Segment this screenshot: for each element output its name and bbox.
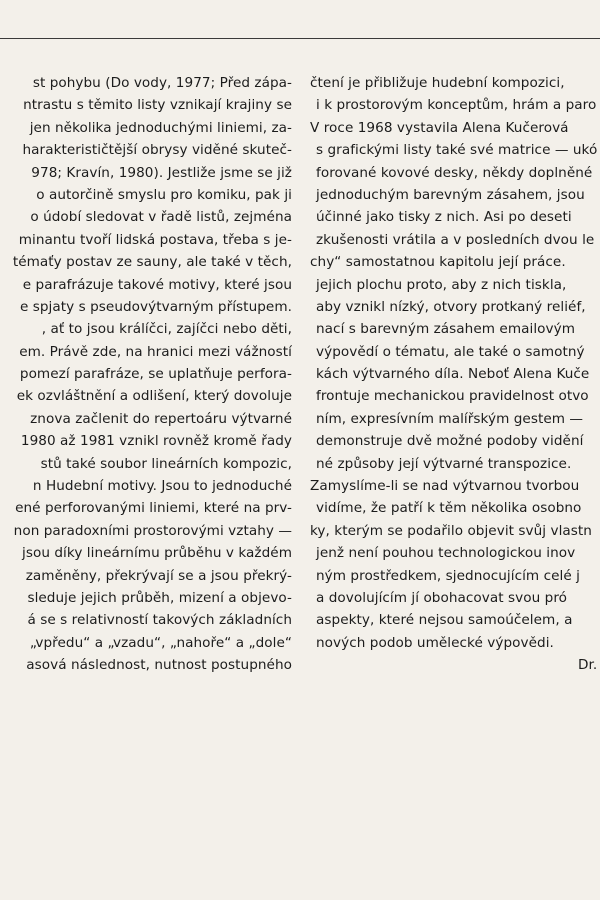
text-line: ky, kterým se podařilo objevit svůj vlastn [310,522,592,539]
text-line: non paradoxními prostorovými vztahy — [13,522,292,539]
text-line: forované kovové desky, někdy doplněné [316,164,593,181]
text-line: výpovědí o tématu, ale také o samotný [316,343,585,360]
text-line: V roce 1968 vystavila Alena Kučerová [310,119,569,136]
text-line: o údobí sledovat v řadě listů, zejména [30,209,292,226]
text-line: aby vznikl nízký, otvory protkaný reliéf, [316,298,586,315]
text-line: ek ozvláštnění a odlišení, který dovoluje [16,388,292,405]
text-line: jsou díky lineárnímu průběhu v každém [22,545,292,562]
text-line: st pohybu (Do vody, 1977; Před zápa- [32,75,292,91]
text-line: zkušenosti vrátila a v posledních dvou le [316,231,595,248]
text-line: demonstruje dvě možné podoby vidění [316,433,584,450]
text-line: stů také soubor lineárních kompozic, [40,455,292,472]
text-line: Zamyslíme-li se nad výtvarnou tvorbou [310,478,580,495]
text-line: témaťy postav ze sauny, ale také v těch, [12,254,292,271]
text-line: o autorčině smyslu pro komiku, pak ji [36,186,292,203]
text-line: vidíme, že patří k těm několika osobno [316,500,582,517]
text-line: zaměněny, překrývají se a jsou překrý- [25,567,292,584]
text-column-left [0,72,292,677]
text-line: e spjaty s pseudovýtvarným přístupem. [19,298,292,315]
text-line: minantu tvoří lidská postava, třeba s je- [18,231,292,248]
text-line: jenž není pouhou technologickou inov [316,545,576,562]
text-line: asová následnost, nutnost postupného [26,657,292,674]
text-line: ním, expresívním malířským gestem — [316,410,584,427]
text-line: a dovolujícím jí obohacovat svou pró [316,589,568,606]
text-line: jen několika jednoduchými liniemi, za- [29,119,292,136]
text-line: pomezí parafráze, se uplatňuje perfora- [19,366,292,383]
text-line: e parafrázuje takové motivy, které jsou [22,276,292,293]
text-line: né způsoby její výtvarné transpozice. [316,455,572,472]
text-line: nací s barevným zásahem emailovým [316,321,576,338]
text-line: 978; Kravín, 1980). Jestliže jsme se již [31,164,292,181]
text-line: chy“ samostatnou kapitolu její práce. [310,254,566,271]
text-line: n Hudební motivy. Jsou to jednoduché [32,478,292,495]
text-line: i k prostorovým konceptům, hrám a paro [316,97,597,114]
text-line: nových podob umělecké výpovědi. [316,634,554,651]
text-line: ené perforovanými liniemi, které na prv- [15,500,292,517]
author-signature: Dr. [578,657,598,674]
text-line: aspekty, které nejsou samoúčelem, a [316,612,573,629]
text-line: em. Právě zde, na hranici mezi vážností [19,343,292,360]
text-line: znova začlenit do repertoáru výtvarné [30,410,292,427]
text-line: á se s relativností takových základních [27,612,292,629]
header-rule [0,38,600,39]
text-line: 1980 až 1981 vznikl rovněž kromě řady [20,433,292,450]
text-line: čtení je přibližuje hudební kompozici, [310,75,565,91]
text-line: „vpředu“ a „vzadu“, „nahoře“ a „dole“ [29,634,292,651]
text-line: jejich plochu proto, aby z nich tiskla, [316,276,567,293]
text-line: frontuje mechanickou pravidelnost otvo [316,388,589,405]
text-line: kách výtvarného díla. Neboť Alena Kuče [316,366,590,383]
text-line: , ať to jsou králíčci, zajíčci nebo děti, [41,321,292,338]
text-line: sleduje jejich průběh, mizení a objevo- [27,589,292,606]
text-line: harakterističtější obrysy viděné skuteč- [22,142,292,159]
text-line: ntrastu s těmito listy vznikají krajiny se [23,97,292,114]
text-line: ným prostředkem, sjednocujícím celé j [316,567,580,584]
text-column-right [310,72,600,677]
text-line: jednoduchým barevným zásahem, jsou [316,186,585,203]
text-line: s grafickými listy také své matrice — ukó [316,142,598,159]
text-line: účinné jako tisky z nich. Asi po deseti [316,209,572,226]
